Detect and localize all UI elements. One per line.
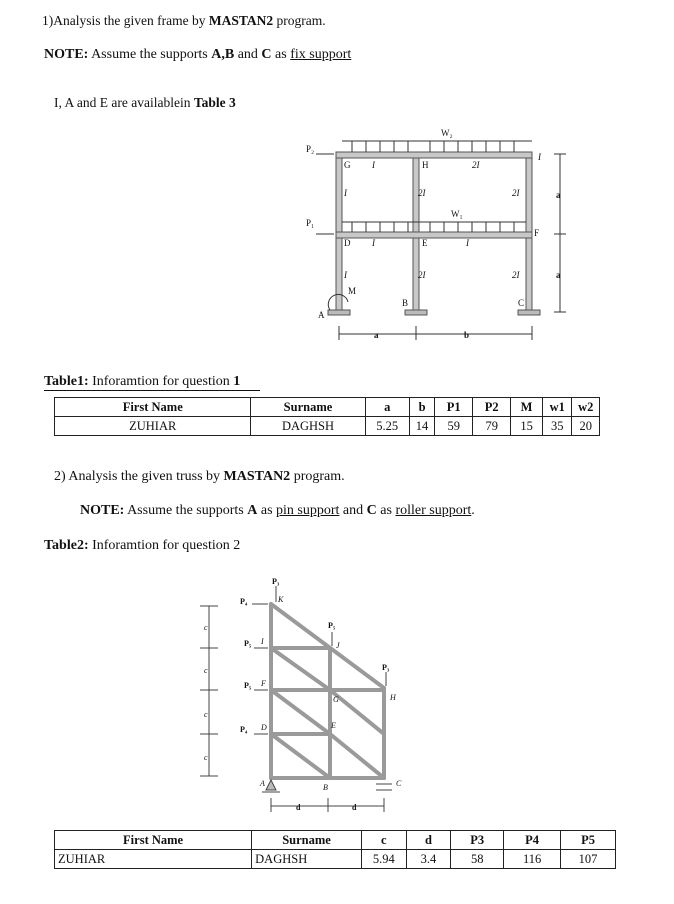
q1-note-text: Assume the supports — [88, 47, 212, 62]
table2-caption-text: Inforamtion for question 2 — [88, 538, 241, 553]
column-gd-inertia: I — [344, 188, 347, 198]
p1-label: P₁ — [306, 218, 315, 228]
table3-row — [55, 850, 616, 869]
q1-heading-suffix: program. — [273, 13, 326, 28]
table1-header-w2: w2 — [572, 398, 600, 417]
dim-a-horizontal: a — [374, 330, 379, 340]
table3-first-name: ZUHIAR — [55, 850, 252, 869]
p5-upper-label: P₅ — [244, 639, 252, 648]
table1-caption-label: Table1: — [44, 374, 89, 389]
q1-availability-text: I, A and E are availablein — [54, 95, 194, 110]
node-c-label: C — [396, 779, 402, 788]
table1-a: 5.25 — [365, 417, 409, 436]
dim-c-3: c — [204, 710, 208, 719]
column-eb-inertia: 2I — [418, 270, 426, 280]
q1-heading-program: MASTAN2 — [208, 13, 274, 28]
node-d-label: D — [344, 238, 351, 248]
node-a-label: A — [260, 779, 265, 788]
node-j-label: J — [336, 641, 340, 650]
table3-header-c: c — [361, 831, 406, 850]
table1-p1: 59 — [435, 417, 473, 436]
node-e-label: E — [422, 238, 428, 248]
q2-note-pin-support: pin support — [276, 503, 340, 518]
table1-header-m: M — [511, 398, 543, 417]
table1-p2: 79 — [473, 417, 511, 436]
table3-surname: DAGHSH — [252, 850, 362, 869]
p3-right-label: P₃ — [382, 663, 390, 672]
q2-note-end: . — [471, 503, 475, 518]
q1-note-label: NOTE: — [44, 47, 89, 62]
table3-header-surname: Surname — [252, 831, 362, 850]
node-c-label: C — [518, 298, 525, 308]
dim-a-upper: a — [556, 190, 561, 200]
column-right-upper-inertia: 2I — [512, 188, 520, 198]
node-g-label: G — [333, 695, 339, 704]
node-k-label: K — [278, 595, 284, 604]
table3-header-d: d — [406, 831, 451, 850]
table1-caption-text: Inforamtion for question — [88, 374, 234, 389]
q2-heading-text: 2) Analysis the given truss by — [54, 469, 224, 484]
table3-p4: 116 — [504, 850, 561, 869]
beam-ef-inertia: I — [466, 238, 469, 248]
dim-c-2: c — [204, 666, 208, 675]
q2-note-and: and — [339, 503, 367, 518]
table1-header-p1: P1 — [435, 398, 473, 417]
dim-b-horizontal: b — [464, 330, 470, 340]
dim-d-2: d — [352, 803, 357, 812]
node-b-label: B — [323, 783, 328, 792]
q2-note-as-1: as — [257, 503, 277, 518]
q1-availability-table: Table 3 — [193, 95, 236, 110]
beam-gh-inertia: I — [372, 160, 375, 170]
q1-heading-text: 1)Analysis the given frame by — [42, 13, 209, 28]
table2-caption-label: Table2: — [44, 538, 89, 553]
p3-top-label: P₃ — [272, 577, 280, 586]
table1-header-surname: Surname — [251, 398, 365, 417]
q1-note-support-type: fix support — [290, 47, 352, 62]
table3-header-row — [55, 831, 616, 850]
w2-label: W₂ — [441, 128, 453, 138]
q2-note-as-2: as — [376, 503, 396, 518]
table3 — [54, 830, 616, 869]
q2-note-label: NOTE: — [80, 503, 125, 518]
table1-header-p2: P2 — [473, 398, 511, 417]
p5-diagonal-label: P₅ — [328, 621, 336, 630]
table1-b: 14 — [409, 417, 434, 436]
table1-header-first-name: First Name — [55, 398, 251, 417]
table1-header-a: a — [365, 398, 409, 417]
node-d-label: D — [261, 723, 267, 732]
table3-d: 3.4 — [406, 850, 451, 869]
column-he-inertia: 2I — [418, 188, 426, 198]
table3-header-p3: P3 — [451, 831, 504, 850]
table1-header-b: b — [409, 398, 434, 417]
table3-header-p4: P4 — [504, 831, 561, 850]
p4-top-label: P₄ — [240, 597, 248, 606]
node-i-label: I — [261, 637, 264, 646]
table1-w2: 20 — [572, 417, 600, 436]
table1-caption-number: 1 — [233, 374, 241, 389]
node-b-label: B — [402, 298, 409, 308]
table3-header-p5: P5 — [561, 831, 616, 850]
node-h-label: H — [390, 693, 396, 702]
p2-label: P₂ — [306, 144, 315, 154]
dim-a-lower: a — [556, 270, 561, 280]
q1-note-as: as — [271, 47, 291, 62]
node-f-label: F — [261, 679, 266, 688]
table1-surname: DAGHSH — [251, 417, 365, 436]
table3-p5: 107 — [561, 850, 616, 869]
p4-bottom-label: P₄ — [240, 725, 248, 734]
node-h-label: H — [422, 160, 429, 170]
column-da-inertia: I — [344, 270, 347, 280]
node-f-label: F — [534, 228, 540, 238]
table3-c: 5.94 — [361, 850, 406, 869]
table3-p3: 58 — [451, 850, 504, 869]
p5-lower-label: P₅ — [244, 681, 252, 690]
dim-c-4: c — [204, 753, 208, 762]
w1-label: W₁ — [451, 209, 463, 219]
moment-label: M — [348, 286, 357, 296]
q2-heading-suffix: program. — [290, 469, 345, 484]
beam-top-right-inertia: I — [538, 152, 541, 162]
beam-top-inertia: 2I — [472, 160, 480, 170]
node-g-label: G — [344, 160, 351, 170]
dim-d-1: d — [296, 803, 301, 812]
beam-de-inertia: I — [372, 238, 375, 248]
q1-note-supports: A,B — [211, 47, 235, 62]
table3-header-first-name: First Name — [55, 831, 252, 850]
q2-note-support-c: C — [366, 503, 377, 518]
truss-support-a — [266, 780, 276, 790]
table1-m: 15 — [511, 417, 543, 436]
node-e-label: E — [331, 721, 336, 730]
q2-note-text: Assume the supports — [124, 503, 248, 518]
q1-note-support-c: C — [261, 47, 272, 62]
table1-w1: 35 — [542, 417, 572, 436]
column-right-lower-inertia: 2I — [512, 270, 520, 280]
node-a-label: A — [318, 310, 325, 320]
q2-note-roller-support: roller support — [395, 503, 472, 518]
q1-note-and: and — [234, 47, 262, 62]
dim-c-1: c — [204, 623, 208, 632]
q2-note-support-a: A — [247, 503, 258, 518]
q2-heading-program: MASTAN2 — [223, 469, 291, 484]
table1-header-w1: w1 — [542, 398, 572, 417]
table1-first-name: ZUHIAR — [55, 417, 251, 436]
